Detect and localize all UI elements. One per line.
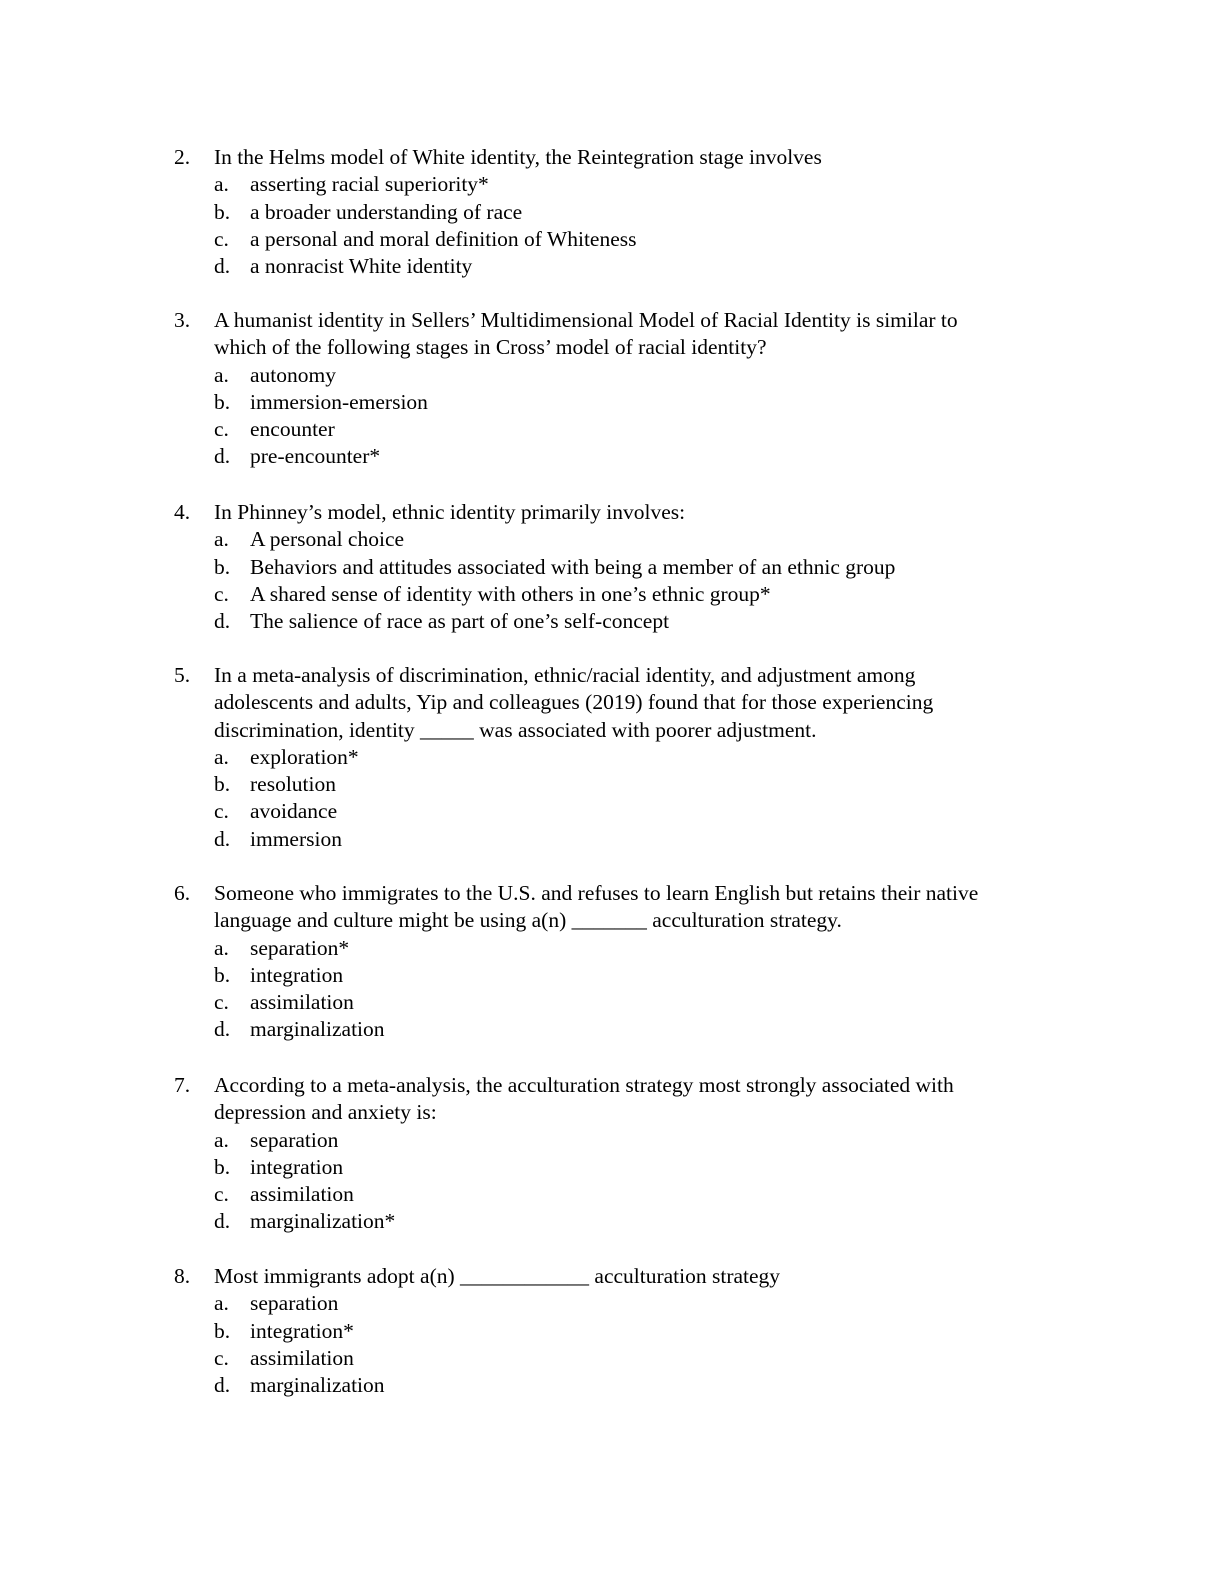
choice-letter: b.	[214, 1154, 231, 1179]
question-number: 5.	[174, 663, 191, 687]
choice-text: marginalization*	[250, 1209, 396, 1234]
question-text: depression and anxiety is:	[214, 1100, 437, 1125]
choice-text: separation*	[250, 935, 350, 960]
choice-letter: d.	[214, 609, 231, 634]
answer-choice	[214, 171, 1074, 198]
question-number: 2.	[174, 145, 191, 169]
question-item	[174, 144, 1074, 280]
question-item	[174, 1263, 1074, 1399]
question-indent	[174, 717, 214, 744]
choice-letter: c.	[214, 1182, 229, 1207]
question-stem-line	[174, 907, 1074, 934]
question-text: In Phinney’s model, ethnic identity primarily involves:	[214, 500, 686, 524]
question-indent	[174, 334, 214, 361]
choice-letter: c.	[214, 1345, 229, 1370]
choice-letter: a.	[214, 935, 229, 960]
answer-choice	[214, 581, 1074, 608]
choice-text: resolution	[250, 772, 336, 797]
choice-text: separation	[250, 1127, 339, 1152]
answer-choice	[214, 989, 1074, 1016]
question-text: In a meta-analysis of discrimination, ethnic/racial identity, and adjustment among	[214, 663, 916, 687]
question-indent	[174, 689, 214, 716]
choice-letter: d.	[214, 254, 231, 279]
question-item	[174, 1072, 1074, 1236]
choice-text: integration	[250, 962, 344, 987]
question-stem-line	[174, 307, 1074, 334]
answer-choice	[214, 744, 1074, 771]
question-number: 6.	[174, 881, 191, 905]
question-text: which of the following stages in Cross’ model of racial identity?	[214, 335, 767, 360]
question-item	[174, 662, 1074, 853]
choice-text: marginalization	[250, 1373, 385, 1398]
answer-choice	[214, 526, 1074, 553]
choice-text: autonomy	[250, 362, 336, 387]
choice-text: separation	[250, 1291, 339, 1316]
choice-text: a nonracist White identity	[250, 254, 473, 279]
choice-letter: c.	[214, 226, 229, 251]
choice-letter: c.	[214, 799, 229, 824]
question-item	[174, 307, 1074, 471]
question-number: 4.	[174, 500, 191, 524]
answer-choice	[214, 1016, 1074, 1043]
choice-text: integration*	[250, 1318, 354, 1343]
question-stem-line	[174, 1099, 1074, 1126]
answer-choice	[214, 199, 1074, 226]
answer-choice	[214, 389, 1074, 416]
question-text: According to a meta-analysis, the acculturation strategy most strongly associated with	[214, 1073, 954, 1097]
choice-text: a broader understanding of race	[250, 199, 523, 224]
choice-letter: d.	[214, 1017, 231, 1042]
choice-letter: d.	[214, 826, 231, 851]
choice-letter: b.	[214, 962, 231, 987]
answer-choice	[214, 935, 1074, 962]
answer-choice	[214, 1290, 1074, 1317]
question-stem-line	[174, 1072, 1074, 1099]
answer-choice	[214, 962, 1074, 989]
choice-letter: b.	[214, 389, 231, 414]
question-number: 3.	[174, 308, 191, 332]
question-text: adolescents and adults, Yip and colleagues (2019) found that for those experiencing	[214, 690, 934, 715]
answer-choice	[214, 416, 1074, 443]
question-indent	[174, 1099, 214, 1126]
question-text: In the Helms model of White identity, the Reintegration stage involves	[214, 145, 822, 169]
question-text: Someone who immigrates to the U.S. and refuses to learn English but retains their native	[214, 881, 979, 905]
choice-text: a personal and moral definition of Whiteness	[250, 226, 637, 251]
question-number: 7.	[174, 1073, 191, 1097]
choice-letter: a.	[214, 1127, 229, 1152]
choice-text: exploration*	[250, 744, 359, 769]
choice-letter: c.	[214, 417, 229, 442]
choice-letter: d.	[214, 1209, 231, 1234]
choice-letter: d.	[214, 444, 231, 469]
choice-letter: a.	[214, 527, 229, 552]
answer-choice	[214, 253, 1074, 280]
question-stem-line	[174, 662, 1074, 689]
choice-letter: c.	[214, 581, 229, 606]
question-item	[174, 499, 1074, 635]
question-stem-line	[174, 334, 1074, 361]
choice-letter: a.	[214, 744, 229, 769]
question-stem-line	[174, 499, 1074, 526]
choice-letter: b.	[214, 772, 231, 797]
answer-choice	[214, 1154, 1074, 1181]
answer-choice	[214, 362, 1074, 389]
choice-text: marginalization	[250, 1017, 385, 1042]
choice-text: assimilation	[250, 1345, 354, 1370]
question-number: 8.	[174, 1264, 191, 1288]
answer-choice	[214, 1318, 1074, 1345]
choice-letter: c.	[214, 990, 229, 1015]
answer-choice	[214, 826, 1074, 853]
question-text: language and culture might be using a(n) _______ acculturation strategy.	[214, 908, 842, 933]
choice-text: immersion-emersion	[250, 389, 428, 414]
choice-text: A personal choice	[250, 527, 405, 552]
choice-text: integration	[250, 1154, 344, 1179]
choice-text: avoidance	[250, 799, 338, 824]
answer-choice	[214, 443, 1074, 470]
choice-text: assimilation	[250, 1182, 354, 1207]
question-text: A humanist identity in Sellers’ Multidimensional Model of Racial Identity is similar to	[214, 308, 958, 332]
question-stem-line	[174, 880, 1074, 907]
question-indent	[174, 907, 214, 934]
question-text: discrimination, identity _____ was associated with poorer adjustment.	[214, 717, 817, 742]
choice-letter: b.	[214, 199, 231, 224]
choice-text: Behaviors and attitudes associated with being a member of an ethnic group	[250, 554, 896, 579]
choice-letter: a.	[214, 1291, 229, 1316]
choice-letter: a.	[214, 362, 229, 387]
choice-text: assimilation	[250, 990, 354, 1015]
answer-choice	[214, 798, 1074, 825]
choice-letter: d.	[214, 1373, 231, 1398]
answer-choice	[214, 1127, 1074, 1154]
choice-text: asserting racial superiority*	[250, 172, 489, 197]
answer-choice	[214, 1372, 1074, 1399]
question-stem-line	[174, 717, 1074, 744]
question-item	[174, 880, 1074, 1044]
choice-letter: a.	[214, 172, 229, 197]
answer-choice	[214, 1345, 1074, 1372]
question-stem-line	[174, 144, 1074, 171]
answer-choice	[214, 608, 1074, 635]
answer-choice	[214, 771, 1074, 798]
answer-choice	[214, 226, 1074, 253]
choice-letter: b.	[214, 554, 231, 579]
answer-choice	[214, 1181, 1074, 1208]
choice-text: encounter	[250, 417, 335, 442]
choice-text: pre-encounter*	[250, 444, 381, 469]
answer-choice	[214, 1208, 1074, 1235]
choice-text: The salience of race as part of one’s self-concept	[250, 609, 670, 634]
choice-letter: b.	[214, 1318, 231, 1343]
question-stem-line	[174, 1263, 1074, 1290]
question-stem-line	[174, 689, 1074, 716]
question-text: Most immigrants adopt a(n) ____________ acculturation strategy	[214, 1264, 781, 1288]
choice-text: immersion	[250, 826, 342, 851]
choice-text: A shared sense of identity with others in one’s ethnic group*	[250, 581, 771, 606]
answer-choice	[214, 554, 1074, 581]
